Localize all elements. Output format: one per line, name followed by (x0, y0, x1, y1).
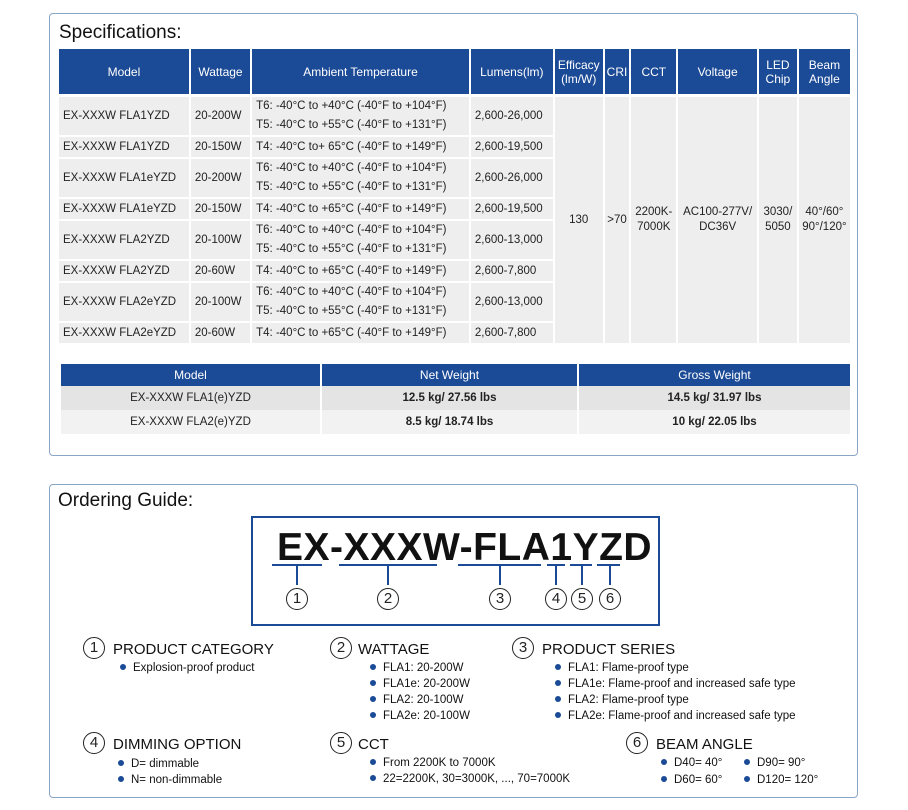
cell-lumens: 2,600-7,800 (471, 261, 553, 283)
cell-lumens: 2,600-7,800 (471, 323, 553, 345)
list-item: FLA1: Flame-proof type (555, 662, 689, 674)
cell-model: EX-XXXW FLA1YZD (59, 97, 189, 137)
cell-wattage: 20-100W (191, 283, 250, 323)
cell-ambient: T4: -40°C to+ 65°C (-40°F to +149°F) (252, 137, 469, 159)
weight-cell-model: EX-XXXW FLA2(e)YZD (61, 410, 320, 434)
header-cri: CRI (605, 49, 630, 97)
code-marker-1: 1 (286, 588, 308, 610)
weight-cell-model: EX-XXXW FLA1(e)YZD (61, 386, 320, 410)
cell-wattage: 20-150W (191, 137, 250, 159)
cell-wattage: 20-200W (191, 97, 250, 137)
cell-ambient: T4: -40°C to +65°C (-40°F to +149°F) (252, 261, 469, 283)
list-item: N= non-dimmable (118, 774, 222, 786)
list-item: D= dimmable (118, 758, 199, 770)
section-number-3: 3 (512, 637, 534, 659)
section-title-product-series: PRODUCT SERIES (542, 641, 676, 658)
header-efficacy: Efficacy (lm/W) (555, 49, 603, 97)
list-item: D90= 90° (744, 757, 805, 769)
cell-model: EX-XXXW FLA1eYZD (59, 159, 189, 199)
code-marker-2: 2 (377, 588, 399, 610)
list-item: FLA2: Flame-proof type (555, 694, 689, 706)
list-item: FLA2e: 20-100W (370, 710, 470, 722)
header-lumens: Lumens(lm) (471, 49, 553, 97)
cell-lumens: 2,600-26,000 (471, 97, 553, 137)
weight-header-model: Model (61, 364, 320, 386)
cell-wattage: 20-200W (191, 159, 250, 199)
cell-model: EX-XXXW FLA2YZD (59, 221, 189, 261)
cell-beam-angle: 40°/60° 90°/120° (799, 97, 850, 345)
section-number-4: 4 (83, 732, 105, 754)
cell-ambient: T6: -40°C to +40°C (-40°F to +104°F) T5: -40°C to +55°C (-40°F to +131°F) (252, 221, 469, 261)
list-item: FLA2: 20-100W (370, 694, 464, 706)
list-item: From 2200K to 7000K (370, 757, 496, 769)
code-marker-3: 3 (489, 588, 511, 610)
specifications-title: Specifications: (59, 22, 182, 43)
cell-ambient: T6: -40°C to +40°C (-40°F to +104°F) T5: -40°C to +55°C (-40°F to +131°F) (252, 283, 469, 323)
cell-wattage: 20-150W (191, 199, 250, 221)
cell-ambient: T6: -40°C to +40°C (-40°F to +104°F) T5: -40°C to +55°C (-40°F to +131°F) (252, 159, 469, 199)
cell-wattage: 20-60W (191, 261, 250, 283)
cell-cct: 2200K- 7000K (631, 97, 676, 345)
list-item: FLA1e: 20-200W (370, 678, 470, 690)
cell-model: EX-XXXW FLA2YZD (59, 261, 189, 283)
cell-efficacy: 130 (555, 97, 603, 345)
list-item: Explosion-proof product (120, 662, 254, 674)
code-marker-5: 5 (571, 588, 593, 610)
cell-model: EX-XXXW FLA2eYZD (59, 323, 189, 345)
cell-model: EX-XXXW FLA1YZD (59, 137, 189, 159)
cell-lumens: 2,600-13,000 (471, 221, 553, 261)
code-marker-6: 6 (599, 588, 621, 610)
code-marker-4: 4 (545, 588, 567, 610)
cell-lumens: 2,600-26,000 (471, 159, 553, 199)
section-number-5: 5 (330, 732, 352, 754)
cell-led-chip: 3030/ 5050 (759, 97, 797, 345)
header-ambient-temperature: Ambient Temperature (252, 49, 469, 97)
header-beam-angle: Beam Angle (799, 49, 850, 97)
list-item: FLA1e: Flame-proof and increased safe type (555, 678, 796, 690)
cell-ambient: T6: -40°C to +40°C (-40°F to +104°F) T5: -40°C to +55°C (-40°F to +131°F) (252, 97, 469, 137)
header-led-chip: LED Chip (759, 49, 797, 97)
weight-header-gross: Gross Weight (579, 364, 850, 386)
list-item: D60= 60° (661, 774, 722, 786)
cell-voltage: AC100-277V/ DC36V (678, 97, 757, 345)
cell-model: EX-XXXW FLA1eYZD (59, 199, 189, 221)
section-title-dimming-option: DIMMING OPTION (113, 736, 242, 753)
cell-cri: >70 (605, 97, 630, 345)
cell-wattage: 20-60W (191, 323, 250, 345)
section-number-6: 6 (626, 732, 648, 754)
cell-ambient: T4: -40°C to +65°C (-40°F to +149°F) (252, 199, 469, 221)
list-item: D40= 40° (661, 757, 722, 769)
cell-lumens: 2,600-19,500 (471, 137, 553, 159)
weight-cell-gross: 10 kg/ 22.05 lbs (579, 410, 850, 434)
model-code: EX-XXXW-FLA1YZD (277, 526, 653, 569)
cell-wattage: 20-100W (191, 221, 250, 261)
cell-lumens: 2,600-19,500 (471, 199, 553, 221)
section-number-1: 1 (83, 637, 105, 659)
section-title-beam-angle: BEAM ANGLE (656, 736, 753, 753)
header-model: Model (59, 49, 189, 97)
list-item: 22=2200K, 30=3000K, ..., 70=7000K (370, 773, 570, 785)
section-title-wattage: WATTAGE (358, 641, 430, 658)
list-item: FLA2e: Flame-proof and increased safe type (555, 710, 796, 722)
weight-cell-gross: 14.5 kg/ 31.97 lbs (579, 386, 850, 410)
cell-ambient: T4: -40°C to +65°C (-40°F to +149°F) (252, 323, 469, 345)
cell-lumens: 2,600-13,000 (471, 283, 553, 323)
header-voltage: Voltage (678, 49, 757, 97)
list-item: FLA1: 20-200W (370, 662, 464, 674)
weight-cell-net: 12.5 kg/ 27.56 lbs (322, 386, 577, 410)
header-wattage: Wattage (191, 49, 250, 97)
header-cct: CCT (631, 49, 676, 97)
section-title-cct: CCT (358, 736, 389, 753)
section-title-product-category: PRODUCT CATEGORY (113, 641, 274, 658)
weight-header-net: Net Weight (322, 364, 577, 386)
list-item: D120= 120° (744, 774, 818, 786)
section-number-2: 2 (330, 637, 352, 659)
ordering-guide-title: Ordering Guide: (58, 490, 194, 511)
cell-model: EX-XXXW FLA2eYZD (59, 283, 189, 323)
weight-cell-net: 8.5 kg/ 18.74 lbs (322, 410, 577, 434)
